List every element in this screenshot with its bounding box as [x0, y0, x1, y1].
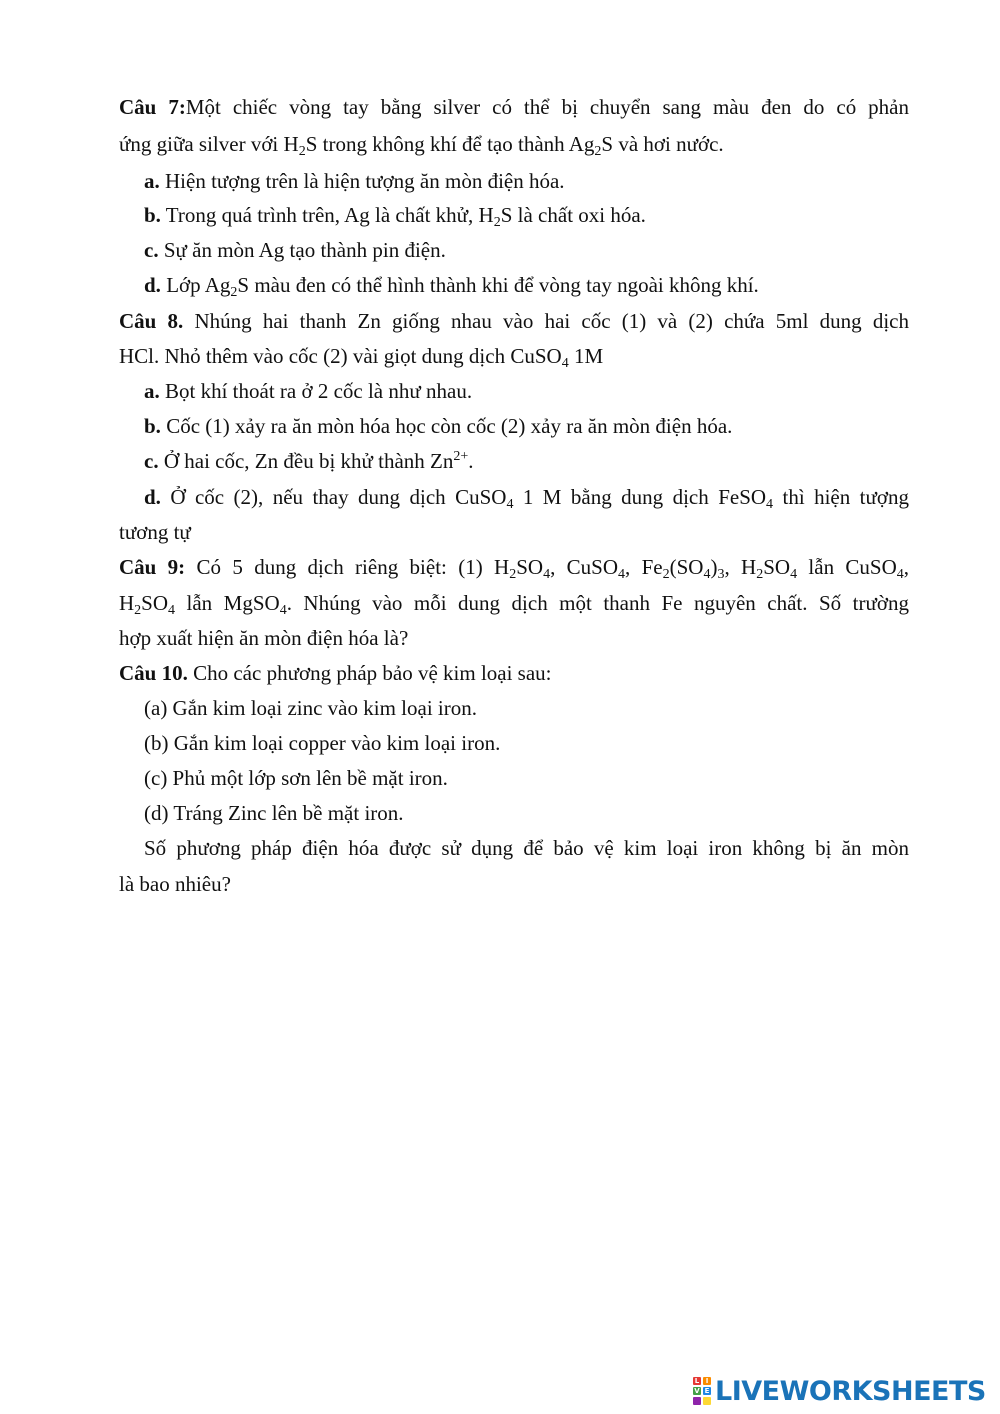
- q9-stem-line-3: hợp xuất hiện ăn mòn điện hóa là?: [119, 626, 409, 650]
- q10-label: Câu 10.: [119, 661, 188, 685]
- logo-text: LIVEWORKSHEETS: [715, 1375, 986, 1407]
- q8-stem-line-1: Câu 8. Nhúng hai thanh Zn giống nhau vào hai cốc (1) và (2) chứa 5ml dung dịch: [119, 309, 909, 333]
- q7-option-d: d. Lớp $Ag_2S$ màu đen có thể hình thành khi để vòng tay ngoài không khí.: [144, 273, 759, 300]
- q10-stem: Câu 10. Cho các phương pháp bảo vệ kim loại sau:: [119, 661, 552, 685]
- q7-stem-line-2: ứng giữa silver với $H_2S$ trong không khí để tạo thành $Ag_2S$ và hơi nước.: [119, 132, 724, 159]
- q7-label: Câu 7:: [119, 95, 186, 119]
- q7-option-a: a. Hiện tượng trên là hiện tượng ăn mòn điện hóa.: [144, 169, 565, 193]
- logo-grid-icon: L I V E: [693, 1377, 711, 1405]
- q10-question-line-1: Số phương pháp điện hóa được sử dụng để bảo vệ kim loại iron không bị ăn mòn: [144, 836, 909, 860]
- q7-stem-text: Một chiếc vòng tay bằng silver có thể bị chuyển sang màu đen do có phản: [185, 95, 910, 119]
- q9-label: Câu 9:: [119, 555, 186, 579]
- q8-option-d-line-2: tương tự: [119, 520, 191, 544]
- q9-stem-line-1: Câu 9: Có 5 dung dịch riêng biệt: (1) $H_2SO_4$, CuSO$_4$, $Fe_2(SO_4)_3$, $H_2SO_4$ lẫn CuSO$_4$,: [119, 555, 910, 582]
- q8-option-a: a. Bọt khí thoát ra ở 2 cốc là như nhau.: [144, 379, 473, 403]
- q8-option-b: b. Cốc (1) xảy ra ăn mòn hóa học còn cốc (2) xảy ra ăn mòn điện hóa.: [144, 414, 733, 438]
- q8-label: Câu 8.: [119, 309, 184, 333]
- liveworksheets-logo: [693, 1374, 986, 1408]
- q7-stem-line-1: [119, 92, 909, 122]
- q10-question-line-2: là bao nhiêu?: [119, 872, 231, 896]
- q9-stem-line-2: $H_2SO_4$ lẫn MgSO$_4$. Nhúng vào mỗi dung dịch một thanh Fe nguyên chất. Số trường: [119, 591, 909, 618]
- q8-option-c: c. Ở hai cốc, Zn đều bị khử thành $Zn^{2+}$.: [144, 449, 474, 473]
- q10-item-d: (d) Tráng Zinc lên bề mặt iron.: [144, 801, 404, 825]
- q10-item-b: (b) Gắn kim loại copper vào kim loại iron.: [144, 731, 501, 755]
- q7-option-c: c. Sự ăn mòn Ag tạo thành pin điện.: [144, 238, 446, 262]
- q7-option-b: b. Trong quá trình trên, Ag là chất khử, $H_2S$ là chất oxi hóa.: [144, 203, 646, 230]
- q10-item-a: (a) Gắn kim loại zinc vào kim loại iron.: [144, 696, 477, 720]
- q8-stem-line-2: HCl. Nhỏ thêm vào cốc (2) vài giọt dung dịch CuSO$_4$ 1M: [119, 344, 604, 371]
- q8-option-d-line-1: d. Ở cốc (2), nếu thay dung dịch CuSO$_4$ 1 M bằng dung dịch FeSO$_4$ thì hiện tượng: [144, 485, 909, 512]
- q10-item-c: (c) Phủ một lớp sơn lên bề mặt iron.: [144, 766, 448, 790]
